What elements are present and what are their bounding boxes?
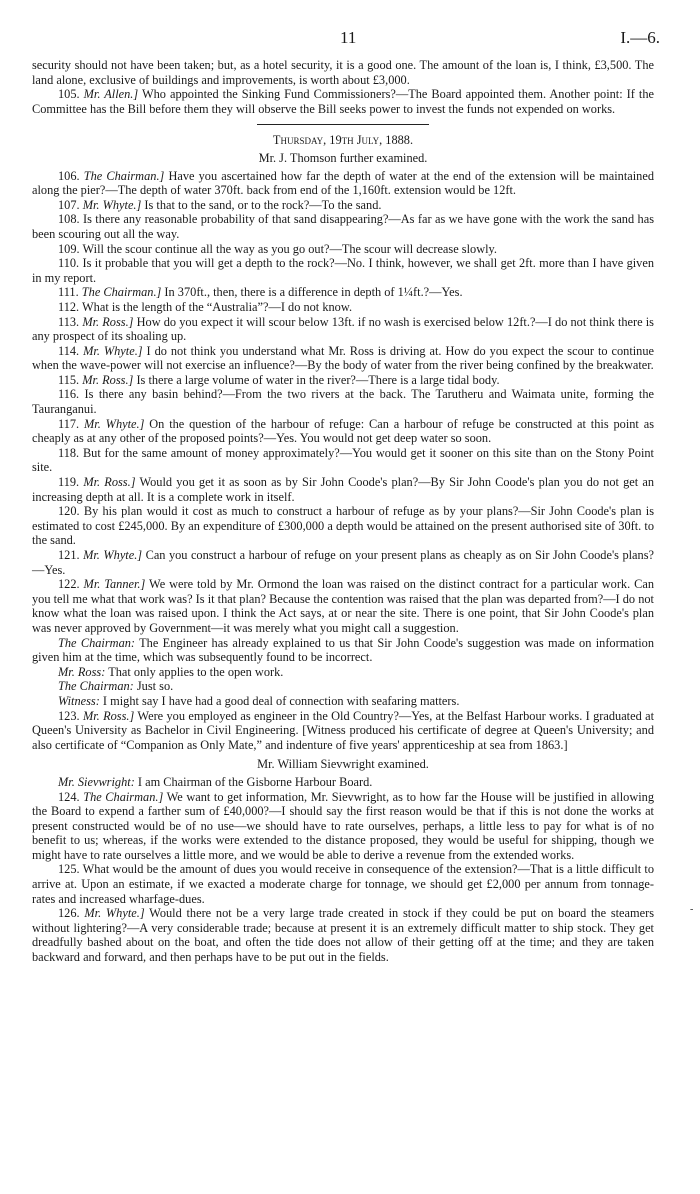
question-108	[32, 212, 654, 241]
speaker: Mr. Whyte.]	[83, 343, 143, 358]
question-text: Is there any basin behind?—From the two rivers at the back. The Tarutheru and Waimata unite, forming the Tauranganui.	[32, 387, 654, 417]
interjection-text: Just so.	[133, 679, 174, 694]
question-126	[32, 906, 654, 964]
question-text: In 370ft., then, there is a difference in depth of 1¼ft.?—Yes.	[161, 285, 463, 300]
speaker: Mr. Ross:	[58, 664, 106, 679]
interjection-chairman	[32, 636, 654, 665]
speaker: The Chairman.]	[83, 168, 165, 183]
question-text: Can you construct a harbour of refuge on your present plans as cheaply as on Sir John Coode's plans?—Yes.	[32, 548, 654, 577]
question-number: 116.	[58, 387, 80, 402]
interjection-text: The Engineer has already explained to us that Sir John Coode's suggestion was made on information given him at the time, which was subsequently found to be incorrect.	[32, 635, 655, 665]
interjection-witness	[32, 694, 654, 709]
question-121	[32, 548, 654, 577]
question-117	[32, 417, 654, 446]
question-number: 108.	[58, 212, 80, 227]
question-118	[32, 446, 654, 475]
question-text: We were told by Mr. Ormond the loan was raised on the distinct contract for a particular work. Can you tell me what that work was? Is it that plan? Because the contention was raised that the plan was departed from?—I do not know what the loan was raised upon. I think the Act says, at or near the site. There is one point, that Sir John Coode's plan was never approved by Government—it was merely what you might call a suggestion.	[32, 577, 654, 635]
margin-mark: -	[690, 904, 694, 915]
question-number: 125.	[58, 862, 80, 877]
interjection-text: I might say I have had a good deal of connection with seafaring matters.	[99, 693, 460, 708]
speaker: The Chairman.]	[81, 285, 162, 300]
question-122	[32, 577, 654, 635]
question-number: 124.	[58, 789, 80, 804]
question-number: 111.	[58, 285, 79, 300]
speaker: Mr. Tanner.]	[83, 577, 146, 592]
speaker: Witness:	[58, 693, 100, 708]
question-text: Is there any reasonable probability of that sand disappearing?—As far as we have gone with the work the sand has been scouring out all the way.	[32, 212, 654, 241]
question-116	[32, 387, 654, 416]
question-text: What is the length of the “Australia”?—I do not know.	[82, 299, 353, 314]
question-119	[32, 475, 654, 504]
question-text: Is it probable that you will get a depth to the rock?—No. I think, however, we shall get 2ft. more than I have given in my report.	[32, 256, 654, 285]
interjection-ross	[32, 665, 654, 680]
question-text: I do not think you understand what Mr. Ross is driving at. How do you expect the scour to continue when the wave-power will not exercise an influence?—By the body of water from the river being confined by the breakwater.	[32, 343, 655, 373]
interjection-chairman-2	[32, 679, 654, 694]
question-115	[32, 373, 654, 388]
question-text: Have you ascertained how far the depth of water at the end of the extension will be maintained along the pier?—The depth of water 370ft. back from end of the 1,160ft. extension would be 12ft.	[32, 168, 654, 198]
question-text: What would be the amount of dues you would receive in consequence of the extension?—That is a little difficult to arrive at. Upon an estimate, if we exacted a moderate charge for tonnage, we should get £2,000 per annum from tonnage-rates and increased wharfage-dues.	[32, 862, 654, 906]
question-number: 107.	[58, 197, 80, 212]
question-number: 105.	[58, 87, 80, 102]
speaker: The Chairman:	[58, 679, 134, 694]
question-text: Who appointed the Sinking Fund Commissioners?—The Board appointed them. Another point: If the Committee has the Bill before them they will observe the Bill seeks power to invest the funds not expended on works.	[32, 87, 654, 116]
question-112	[32, 300, 654, 315]
question-number: 119.	[58, 475, 80, 490]
speaker: Mr. Whyte.]	[84, 906, 145, 921]
question-106	[32, 169, 654, 198]
question-number: 113.	[58, 314, 80, 329]
question-number: 109.	[58, 241, 80, 256]
question-text: Would you get it as soon as by Sir John Coode's plan?—By Sir John Coode's plan you do not get an increasing depth at all. It is a complete work in itself.	[32, 475, 654, 504]
question-number: 115.	[58, 372, 80, 387]
question-125	[32, 862, 654, 906]
question-number: 126.	[58, 906, 80, 921]
section-divider	[257, 124, 429, 125]
question-text: Will the scour continue all the way as you go out?—The scour will decrease slowly.	[82, 241, 497, 256]
question-number: 112.	[58, 299, 80, 314]
question-120	[32, 504, 654, 548]
question-114	[32, 344, 654, 373]
question-number: 106.	[58, 168, 80, 183]
witness-heading-2: Mr. William Sievwright examined.	[257, 757, 429, 772]
speaker: Mr. Allen.]	[83, 87, 139, 102]
speaker: The Chairman.]	[83, 789, 164, 804]
question-number: 117.	[58, 416, 80, 431]
question-124	[32, 790, 654, 863]
question-number: 114.	[58, 343, 80, 358]
speaker: Mr. Whyte.]	[83, 548, 143, 562]
speaker: Mr. Whyte.]	[82, 197, 142, 212]
question-text: Would there not be a very large trade created in stock if they could be put on board the steamers without lightering?—A very considerable trade; because at present it is an extremely difficult matter to ship stock. They get dreadfully bashed about on the boat, and often the tide does not allow of their getting off at the time; and they are taken backward and forward, and then perhaps have to be put out in the fields.	[32, 906, 654, 965]
speaker: The Chairman:	[58, 635, 136, 650]
question-123	[32, 709, 654, 753]
interjection-text: That only applies to the open work.	[105, 664, 284, 679]
witness-heading: Mr. J. Thomson further examined.	[258, 150, 428, 165]
question-text: We want to get information, Mr. Sievwright, as to how far the House will be justified in allowing the Board to expend a farther sum of £40,000?—I should say the first reason would be that if this is not done the works at present constructed would be of no use—we should have to rate ourselves, perhaps, a little less to pay for what is of no benefit to us; whereas, if the works were extended to the distance proposed, they would be useful for shipping, though we might have to rate ourselves a little more, and we would be able to derive a revenue from the extended works.	[32, 789, 655, 862]
question-text: Is that to the sand, or to the rock?—To the sand.	[141, 197, 382, 212]
question-text: On the question of the harbour of refuge: Can a harbour of refuge be constructed at this point as cheaply as at any other of the proposed points?—Yes. You would not get deep water so soon.	[32, 416, 654, 446]
witness-statement	[32, 775, 654, 790]
question-text: But for the same amount of money approximately?—You would get it sooner on this site than on the Stony Point site.	[32, 445, 654, 475]
question-number: 120.	[58, 504, 80, 519]
speaker: Mr. Ross.]	[83, 475, 136, 490]
question-110	[32, 256, 654, 285]
question-text: Were you employed as engineer in the Old Country?—Yes, at the Belfast Harbour works. I graduated at Queen's University as Bachelor in Civil Engineering. [Witness produced his certificate of degree at Queen's University; and also certificate of “Companion as Only Mate,” and indenture of five years' apprenticeship at sea from 1863.]	[32, 708, 655, 752]
page-number: 11	[340, 28, 357, 47]
question-text: Is there a large volume of water in the river?—There is a large tidal body.	[133, 372, 500, 387]
question-105	[32, 87, 654, 116]
statement-text: I am Chairman of the Gisborne Harbour Board.	[134, 774, 373, 789]
question-number: 121.	[58, 548, 80, 562]
question-text: How do you expect it will scour below 13ft. if no wash is exercised below 12ft.?—I do not think there is any prospect of its shoaling up.	[32, 314, 654, 344]
sitting-date: Thursday, 19th July, 1888.	[272, 133, 414, 148]
speaker: Mr. Ross.]	[82, 314, 134, 329]
running-header	[32, 28, 660, 58]
question-number: 110.	[58, 256, 80, 271]
speaker: Mr. Whyte.]	[84, 416, 145, 431]
paper-reference: I.—6.	[620, 28, 660, 47]
speaker: Mr. Sievwright:	[58, 774, 135, 789]
question-111	[32, 285, 654, 300]
speaker: Mr. Ross.]	[82, 708, 135, 723]
question-109	[32, 242, 654, 257]
speaker: Mr. Ross.]	[82, 372, 134, 387]
question-107	[32, 198, 654, 213]
question-113	[32, 315, 654, 344]
question-text: By his plan would it cost as much to construct a harbour of refuge as by your plans?—Sir John Coode's plan is estimated to cost £245,000. By an expenditure of £300,000 a depth would be attained on the present authorised site of 30ft. to the sand.	[32, 504, 654, 548]
continued-paragraph: security should not have been taken; but, as a hotel security, it is a good one. The amount of the loan is, I think, £3,500. The land alone, exclusive of buildings and improvements, is worth about £3,000.	[32, 58, 654, 87]
question-number: 123.	[58, 708, 80, 723]
document-page	[32, 28, 660, 965]
question-number: 118.	[58, 445, 80, 460]
question-number: 122.	[58, 577, 80, 592]
